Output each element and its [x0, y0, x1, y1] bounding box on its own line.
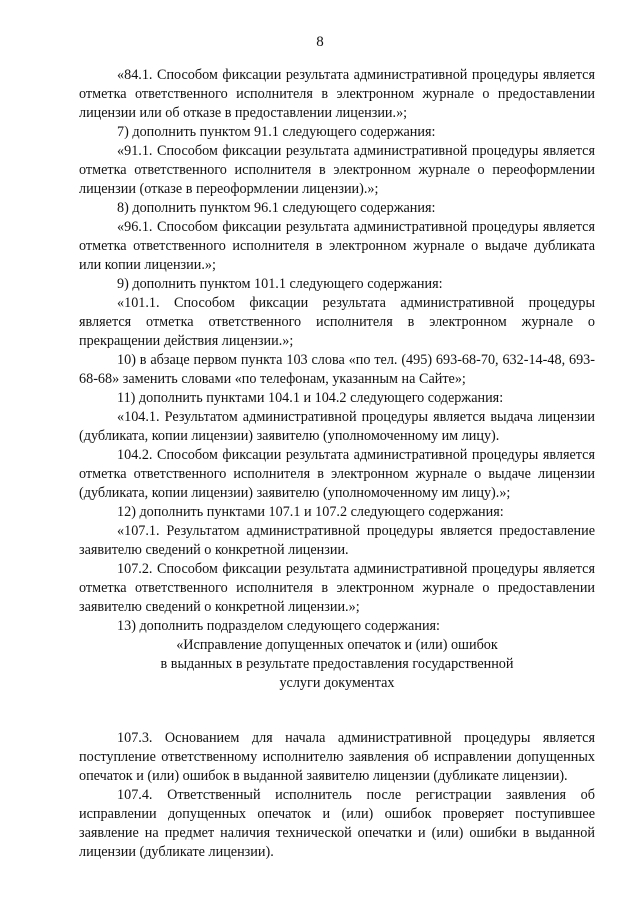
paragraph-107-4: 107.4. Ответственный исполнитель после регистрации заявления об исправлении допущенных опечаток и (или) ошибок проверяет поступившее заявление на предмет наличия технической опечатки и (или) ошибки в выданной лицензии (дубликате лицензии).: [79, 787, 595, 860]
amendment-item-8: 8) дополнить пунктом 96.1 следующего содержания:: [117, 200, 436, 216]
amendment-item-7: 7) дополнить пунктом 91.1 следующего содержания:: [117, 124, 436, 140]
paragraph-101-1: «101.1. Способом фиксации результата административной процедуры является отметка ответственного исполнителя в электронном журнале о прекращении действия лицензии.»;: [79, 295, 595, 349]
amendment-item-10: 10) в абзаце первом пункта 103 слова «по тел. (495) 693-68-70, 632-14-48, 693-68-68» заменить словами «по телефонам, указанным на Сайте»;: [79, 352, 595, 387]
paragraph-104-2: 104.2. Способом фиксации результата административной процедуры является отметка ответственного исполнителя в электронном журнале о выдаче лицензии (дубликата, копии лицензии) заявителю (уполномоченному им лицу).»;: [79, 447, 595, 501]
amendment-item-11: 11) дополнить пунктами 104.1 и 104.2 следующего содержания:: [117, 390, 504, 406]
heading-line: услуги документах: [279, 675, 395, 691]
subsection-heading: [79, 636, 595, 693]
amendment-item-12: 12) дополнить пунктами 107.1 и 107.2 следующего содержания:: [117, 504, 504, 520]
paragraph-84-1: «84.1. Способом фиксации результата административной процедуры является отметка ответственного исполнителя в электронном журнале о предоставлении лицензии или об отказе в предоставлении лицензии.»;: [79, 67, 595, 121]
paragraph-91-1: «91.1. Способом фиксации результата административной процедуры является отметка ответственного исполнителя в электронном журнале о переоформлении лицензии (отказе в переоформлении лицензии).»;: [79, 143, 595, 197]
heading-line: «Исправление допущенных опечаток и (или) ошибок: [176, 637, 498, 653]
paragraph-107-2: 107.2. Способом фиксации результата административной процедуры является отметка ответственного исполнителя в электронном журнале о предоставлении заявителю сведений о конкретной лицензии.»;: [79, 561, 595, 615]
document-body: [79, 66, 595, 862]
amendment-item-13: 13) дополнить подразделом следующего содержания:: [117, 618, 440, 634]
paragraph-107-1: «107.1. Результатом административной процедуры является предоставление заявителю сведений о конкретной лицензии.: [79, 523, 595, 558]
paragraph-96-1: «96.1. Способом фиксации результата административной процедуры является отметка ответственного исполнителя в электронном журнале о выдаче дубликата или копии лицензии.»;: [79, 219, 595, 273]
heading-line: в выданных в результате предоставления государственной: [160, 656, 514, 672]
page-number: 8: [316, 34, 324, 50]
paragraph-104-1: «104.1. Результатом административной процедуры является выдача лицензии (дубликата, копии лицензии) заявителю (уполномоченному им лицу).: [79, 409, 595, 444]
paragraph-107-3: 107.3. Основанием для начала административной процедуры является поступление ответственному исполнителю заявления об исправлении допущенных опечаток и (или) ошибок в выданной заявителю лицензии (дубликате лицензии).: [79, 730, 595, 784]
amendment-item-9: 9) дополнить пунктом 101.1 следующего содержания:: [117, 276, 443, 292]
